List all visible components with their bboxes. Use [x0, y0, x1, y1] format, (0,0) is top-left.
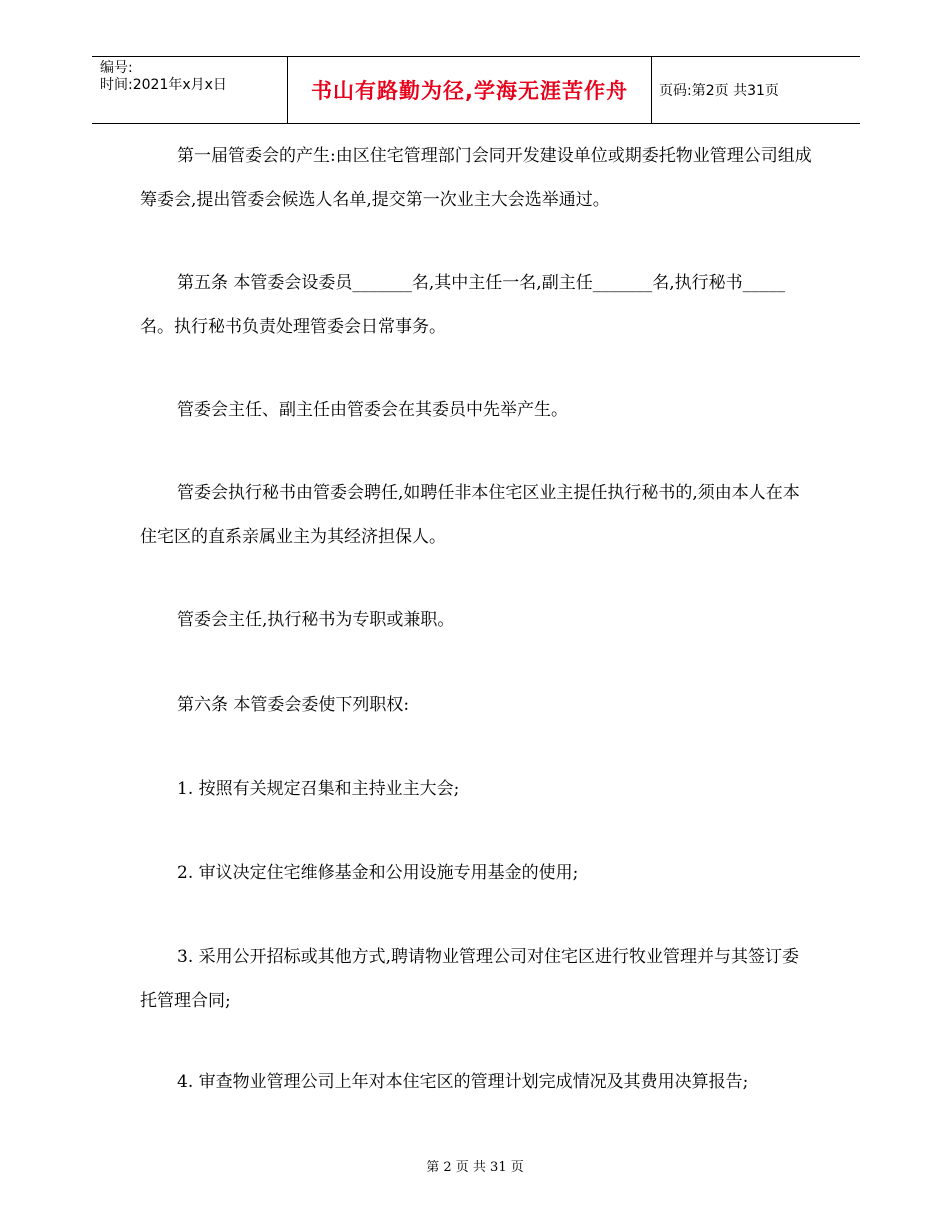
paragraph-text: 管委会主任,执行秘书为专职或兼职。	[177, 610, 455, 630]
list-item-3	[140, 935, 812, 1023]
list-item-text: 4. 审查物业管理公司上年对本住宅区的管理计划完成情况及其费用决算报告;	[177, 1072, 749, 1092]
list-item-text: 3. 采用公开招标或其他方式,聘请物业管理公司对住宅区进行牧业管理并与其签订委托管理合同;	[140, 947, 800, 1011]
paragraph-2	[140, 261, 812, 349]
header-meta	[92, 57, 287, 123]
paragraph-text: 第六条 本管委会委使下列职权:	[177, 695, 410, 715]
text-part: 名,其中主任一名,副主任	[411, 273, 593, 293]
paragraph-1	[140, 134, 812, 222]
paragraph-6	[140, 683, 812, 727]
header-page-info: 页码:第2页 共31页	[659, 83, 779, 99]
list-item-1	[140, 767, 812, 811]
fill-blank: _____	[742, 273, 786, 293]
paragraph-4	[140, 471, 812, 559]
text-part: 第五条 本管委会设委员	[177, 273, 353, 293]
fill-blank: _______	[352, 273, 412, 293]
text-part: 名,执行秘书	[652, 273, 743, 293]
paragraph-5	[140, 598, 812, 642]
time-label: 时间:2021年x月x日	[100, 77, 227, 93]
list-item-4	[140, 1060, 812, 1104]
page-footer: 第 2 页 共 31 页	[426, 1160, 524, 1175]
paragraph-text	[140, 261, 812, 349]
number-label: 编号:	[100, 60, 133, 76]
list-item-2	[140, 851, 812, 895]
document-header	[92, 56, 860, 124]
text-part: 名。执行秘书负责处理管委会日常事务。	[140, 317, 446, 337]
list-item-text: 2. 审议决定住宅维修基金和公用设施专用基金的使用;	[177, 863, 579, 883]
paragraph-text: 管委会执行秘书由管委会聘任,如聘任非本住宅区业主提任执行秘书的,须由本人在本住宅区的直系亲属业主为其经济担保人。	[140, 483, 800, 547]
fill-blank: _______	[592, 273, 653, 293]
paragraph-text: 管委会主任、副主任由管委会在其委员中先举产生。	[177, 400, 568, 420]
header-motto: 书山有路勤为径,学海无涯苦作舟	[287, 57, 652, 123]
paragraph-3	[140, 388, 812, 432]
paragraph-text: 第一届管委会的产生:由区住宅管理部门会同开发建设单位或期委托物业管理公司组成筹委会,提出管委会候选人名单,提交第一次业主大会选举通过。	[140, 146, 812, 210]
list-item-text: 1. 按照有关规定召集和主持业主大会;	[177, 779, 460, 799]
